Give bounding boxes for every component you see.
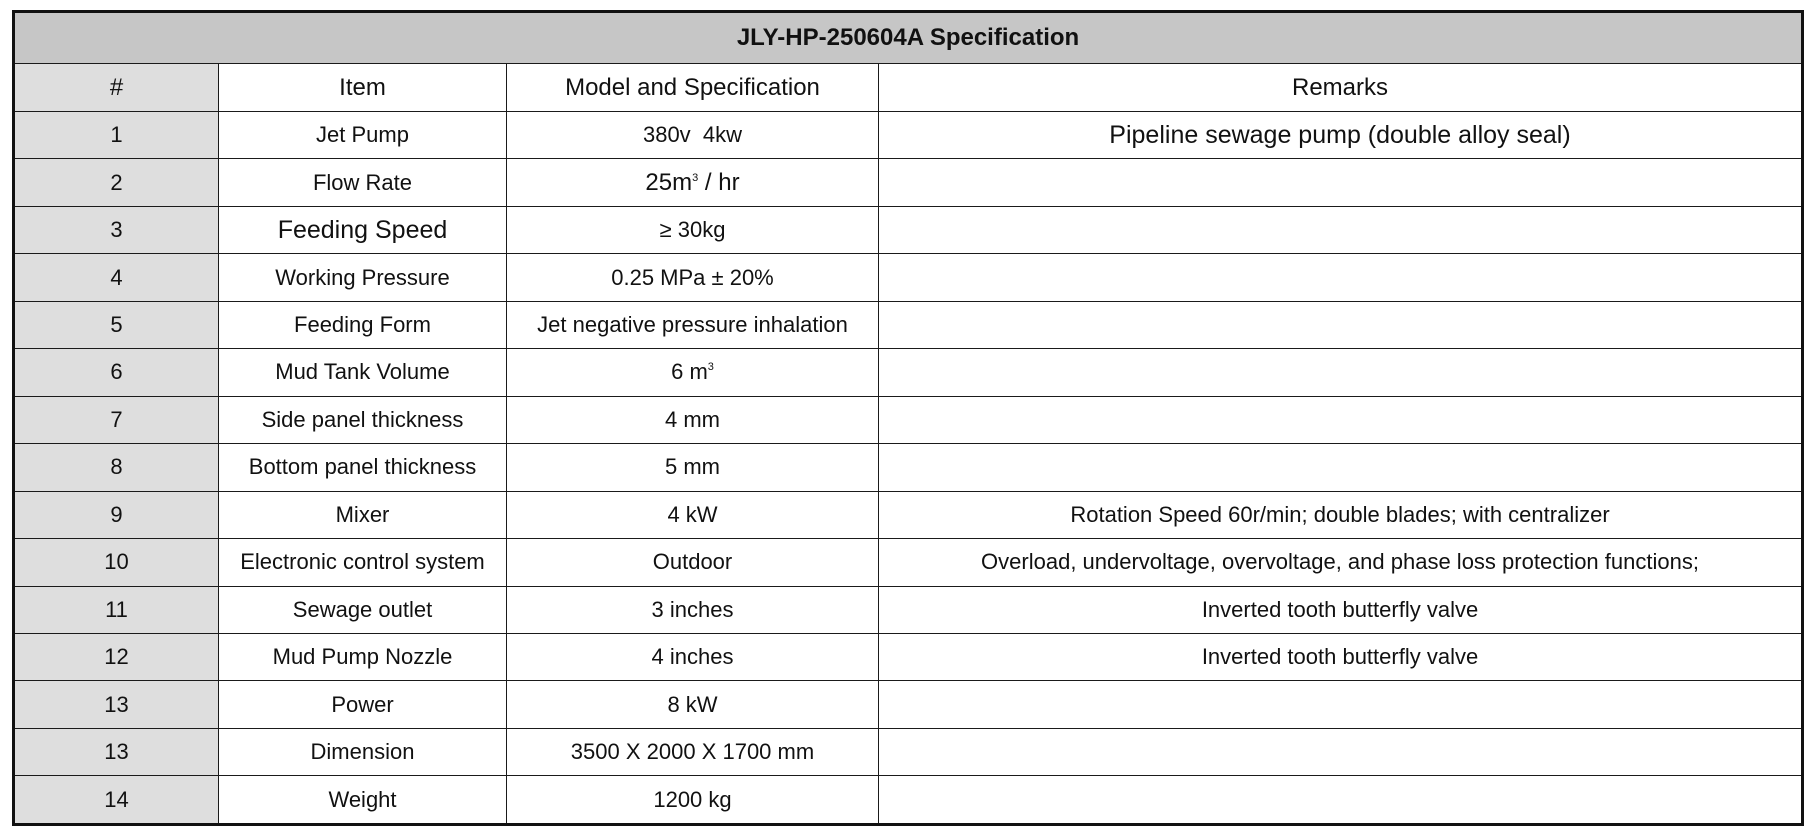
row-number: 11 bbox=[14, 586, 219, 633]
row-model: 3 inches bbox=[507, 586, 879, 633]
row-number: 13 bbox=[14, 728, 219, 775]
row-item: Mixer bbox=[219, 491, 507, 538]
row-model bbox=[507, 159, 879, 206]
row-number: 2 bbox=[14, 159, 219, 206]
row-number: 3 bbox=[14, 206, 219, 253]
table-row bbox=[14, 586, 1803, 633]
header-number: # bbox=[14, 64, 219, 112]
row-model: 4 inches bbox=[507, 633, 879, 680]
table-row bbox=[14, 254, 1803, 301]
row-remarks: Inverted tooth butterfly valve bbox=[879, 586, 1803, 633]
table-title: JLY-HP-250604A Specification bbox=[14, 12, 1803, 64]
table-row bbox=[14, 633, 1803, 680]
row-remarks: Rotation Speed 60r/min; double blades; with centralizer bbox=[879, 491, 1803, 538]
row-number: 10 bbox=[14, 539, 219, 586]
row-item: Weight bbox=[219, 776, 507, 825]
row-remarks bbox=[879, 206, 1803, 253]
row-number: 5 bbox=[14, 301, 219, 348]
row-number: 13 bbox=[14, 681, 219, 728]
row-number: 1 bbox=[14, 112, 219, 159]
table-row bbox=[14, 349, 1803, 396]
table-row bbox=[14, 301, 1803, 348]
row-item: Bottom panel thickness bbox=[219, 444, 507, 491]
row-model: Jet negative pressure inhalation bbox=[507, 301, 879, 348]
row-remarks bbox=[879, 444, 1803, 491]
superscript: 3 bbox=[707, 361, 714, 374]
row-number: 8 bbox=[14, 444, 219, 491]
table-row bbox=[14, 444, 1803, 491]
row-item: Mud Tank Volume bbox=[219, 349, 507, 396]
row-remarks bbox=[879, 254, 1803, 301]
row-item: Flow Rate bbox=[219, 159, 507, 206]
table-row bbox=[14, 159, 1803, 206]
row-number: 9 bbox=[14, 491, 219, 538]
table-row bbox=[14, 681, 1803, 728]
row-number: 4 bbox=[14, 254, 219, 301]
row-item: Jet Pump bbox=[219, 112, 507, 159]
row-number: 14 bbox=[14, 776, 219, 825]
row-remarks bbox=[879, 776, 1803, 825]
table-row bbox=[14, 396, 1803, 443]
row-remarks bbox=[879, 301, 1803, 348]
table-row bbox=[14, 112, 1803, 159]
header-item: Item bbox=[219, 64, 507, 112]
row-model: 3500 X 2000 X 1700 mm bbox=[507, 728, 879, 775]
row-item: Side panel thickness bbox=[219, 396, 507, 443]
row-model: ≥ 30kg bbox=[507, 206, 879, 253]
row-item: Feeding Form bbox=[219, 301, 507, 348]
row-item: Mud Pump Nozzle bbox=[219, 633, 507, 680]
model-value: 25m bbox=[645, 168, 693, 196]
row-remarks bbox=[879, 396, 1803, 443]
row-remarks: Inverted tooth butterfly valve bbox=[879, 633, 1803, 680]
row-remarks bbox=[879, 728, 1803, 775]
row-item: Feeding Speed bbox=[219, 206, 507, 253]
row-number: 7 bbox=[14, 396, 219, 443]
row-model: 1200 kg bbox=[507, 776, 879, 825]
table-row bbox=[14, 539, 1803, 586]
row-number: 6 bbox=[14, 349, 219, 396]
table-row bbox=[14, 776, 1803, 825]
row-item: Working Pressure bbox=[219, 254, 507, 301]
row-remarks bbox=[879, 349, 1803, 396]
header-row bbox=[14, 64, 1803, 112]
header-model: Model and Specification bbox=[507, 64, 879, 112]
row-remarks: Pipeline sewage pump (double alloy seal) bbox=[879, 112, 1803, 159]
row-model: Outdoor bbox=[507, 539, 879, 586]
row-model: 5 mm bbox=[507, 444, 879, 491]
row-item: Dimension bbox=[219, 728, 507, 775]
row-model: 0.25 MPa ± 20% bbox=[507, 254, 879, 301]
table-row bbox=[14, 491, 1803, 538]
spec-table bbox=[12, 10, 1804, 826]
row-remarks bbox=[879, 159, 1803, 206]
superscript: 3 bbox=[692, 171, 699, 184]
model-value: 6 m bbox=[671, 359, 708, 385]
row-item: Electronic control system bbox=[219, 539, 507, 586]
row-model: 4 kW bbox=[507, 491, 879, 538]
table-row bbox=[14, 728, 1803, 775]
table-row bbox=[14, 206, 1803, 253]
row-number: 12 bbox=[14, 633, 219, 680]
title-row bbox=[14, 12, 1803, 64]
row-model: 8 kW bbox=[507, 681, 879, 728]
row-model: 380v 4kw bbox=[507, 112, 879, 159]
row-remarks bbox=[879, 681, 1803, 728]
model-suffix: / hr bbox=[698, 168, 740, 196]
row-model bbox=[507, 349, 879, 396]
spec-sheet bbox=[12, 10, 1801, 826]
row-item: Power bbox=[219, 681, 507, 728]
row-model: 4 mm bbox=[507, 396, 879, 443]
header-remarks: Remarks bbox=[879, 64, 1803, 112]
row-remarks: Overload, undervoltage, overvoltage, and phase loss protection functions; bbox=[879, 539, 1803, 586]
row-item: Sewage outlet bbox=[219, 586, 507, 633]
